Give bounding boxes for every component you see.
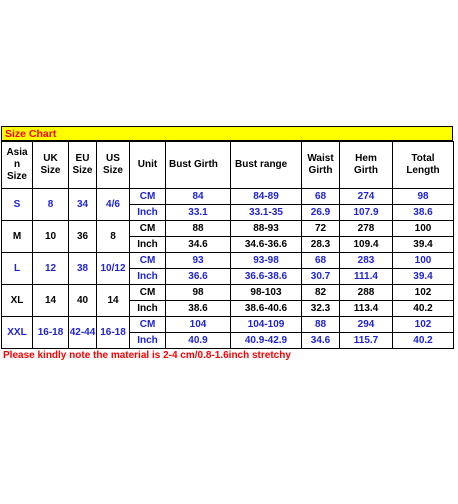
stretch-note: Please kindly note the material is 2-4 cm/0.8-1.6inch stretchy (3, 350, 291, 361)
cell-bust-range: 33.1-35 (231, 205, 302, 221)
cell-hem-girth: 288 (340, 285, 393, 301)
cell-unit: Inch (130, 301, 166, 317)
cell-bust-range: 104-109 (231, 317, 302, 333)
cell-eu-size: 38 (69, 253, 97, 285)
header-row (2, 142, 454, 189)
cell-uk-size: 12 (33, 253, 69, 285)
cell-bust-girth: 84 (166, 189, 231, 205)
header-eu-size: EU Size (69, 142, 97, 189)
header-bust-range: Bust range (231, 142, 302, 189)
cell-waist-girth: 82 (302, 285, 340, 301)
cell-bust-girth: 93 (166, 253, 231, 269)
table-row (2, 285, 454, 301)
cell-hem-girth: 113.4 (340, 301, 393, 317)
cell-waist-girth: 28.3 (302, 237, 340, 253)
cell-total-length: 39.4 (393, 269, 454, 285)
cell-unit: Inch (130, 205, 166, 221)
header-hem-girth: Hem Girth (340, 142, 393, 189)
cell-uk-size: 8 (33, 189, 69, 221)
cell-bust-girth: 33.1 (166, 205, 231, 221)
cell-asia-size: XL (2, 285, 33, 317)
cell-total-length: 102 (393, 317, 454, 333)
cell-bust-girth: 88 (166, 221, 231, 237)
cell-total-length: 40.2 (393, 301, 454, 317)
cell-waist-girth: 72 (302, 221, 340, 237)
table-row (2, 253, 454, 269)
cell-us-size: 4/6 (97, 189, 130, 221)
table-row (2, 317, 454, 333)
header-unit: Unit (130, 142, 166, 189)
size-table (1, 141, 454, 349)
cell-waist-girth: 32.3 (302, 301, 340, 317)
cell-waist-girth: 30.7 (302, 269, 340, 285)
header-total-length: Total Length (393, 142, 454, 189)
header-asia-size: Asia n Size (2, 142, 33, 189)
cell-bust-range: 36.6-38.6 (231, 269, 302, 285)
header-waist-girth: Waist Girth (302, 142, 340, 189)
cell-hem-girth: 294 (340, 317, 393, 333)
cell-hem-girth: 278 (340, 221, 393, 237)
cell-asia-size: M (2, 221, 33, 253)
cell-bust-range: 40.9-42.9 (231, 333, 302, 349)
cell-waist-girth: 88 (302, 317, 340, 333)
cell-unit: CM (130, 285, 166, 301)
cell-unit: CM (130, 317, 166, 333)
cell-hem-girth: 109.4 (340, 237, 393, 253)
cell-bust-girth: 104 (166, 317, 231, 333)
cell-total-length: 38.6 (393, 205, 454, 221)
header-uk-size: UK Size (33, 142, 69, 189)
cell-uk-size: 14 (33, 285, 69, 317)
cell-bust-range: 88-93 (231, 221, 302, 237)
cell-total-length: 39.4 (393, 237, 454, 253)
cell-bust-girth: 34.6 (166, 237, 231, 253)
cell-hem-girth: 111.4 (340, 269, 393, 285)
cell-bust-range: 84-89 (231, 189, 302, 205)
cell-total-length: 102 (393, 285, 454, 301)
size-chart (1, 126, 453, 363)
cell-unit: Inch (130, 237, 166, 253)
cell-asia-size: S (2, 189, 33, 221)
cell-hem-girth: 274 (340, 189, 393, 205)
cell-unit: Inch (130, 269, 166, 285)
cell-waist-girth: 34.6 (302, 333, 340, 349)
cell-eu-size: 34 (69, 189, 97, 221)
cell-eu-size: 36 (69, 221, 97, 253)
cell-hem-girth: 115.7 (340, 333, 393, 349)
cell-bust-girth: 98 (166, 285, 231, 301)
cell-us-size: 8 (97, 221, 130, 253)
cell-bust-range: 98-103 (231, 285, 302, 301)
cell-uk-size: 10 (33, 221, 69, 253)
cell-total-length: 100 (393, 221, 454, 237)
cell-eu-size: 40 (69, 285, 97, 317)
cell-asia-size: L (2, 253, 33, 285)
cell-eu-size: 42-44 (69, 317, 97, 349)
cell-us-size: 16-18 (97, 317, 130, 349)
cell-unit: CM (130, 221, 166, 237)
table-row (2, 189, 454, 205)
header-us-size: US Size (97, 142, 130, 189)
cell-hem-girth: 107.9 (340, 205, 393, 221)
cell-unit: CM (130, 253, 166, 269)
cell-us-size: 14 (97, 285, 130, 317)
cell-bust-range: 93-98 (231, 253, 302, 269)
cell-total-length: 40.2 (393, 333, 454, 349)
cell-bust-range: 34.6-36.6 (231, 237, 302, 253)
cell-total-length: 98 (393, 189, 454, 205)
cell-uk-size: 16-18 (33, 317, 69, 349)
header-bust-girth: Bust Girth (166, 142, 231, 189)
cell-unit: CM (130, 189, 166, 205)
cell-total-length: 100 (393, 253, 454, 269)
cell-asia-size: XXL (2, 317, 33, 349)
cell-bust-girth: 38.6 (166, 301, 231, 317)
cell-waist-girth: 68 (302, 189, 340, 205)
cell-waist-girth: 68 (302, 253, 340, 269)
cell-us-size: 10/12 (97, 253, 130, 285)
size-chart-title: Size Chart (1, 126, 453, 141)
cell-hem-girth: 283 (340, 253, 393, 269)
cell-bust-range: 38.6-40.6 (231, 301, 302, 317)
cell-bust-girth: 40.9 (166, 333, 231, 349)
cell-unit: Inch (130, 333, 166, 349)
cell-bust-girth: 36.6 (166, 269, 231, 285)
table-row (2, 221, 454, 237)
cell-waist-girth: 26.9 (302, 205, 340, 221)
